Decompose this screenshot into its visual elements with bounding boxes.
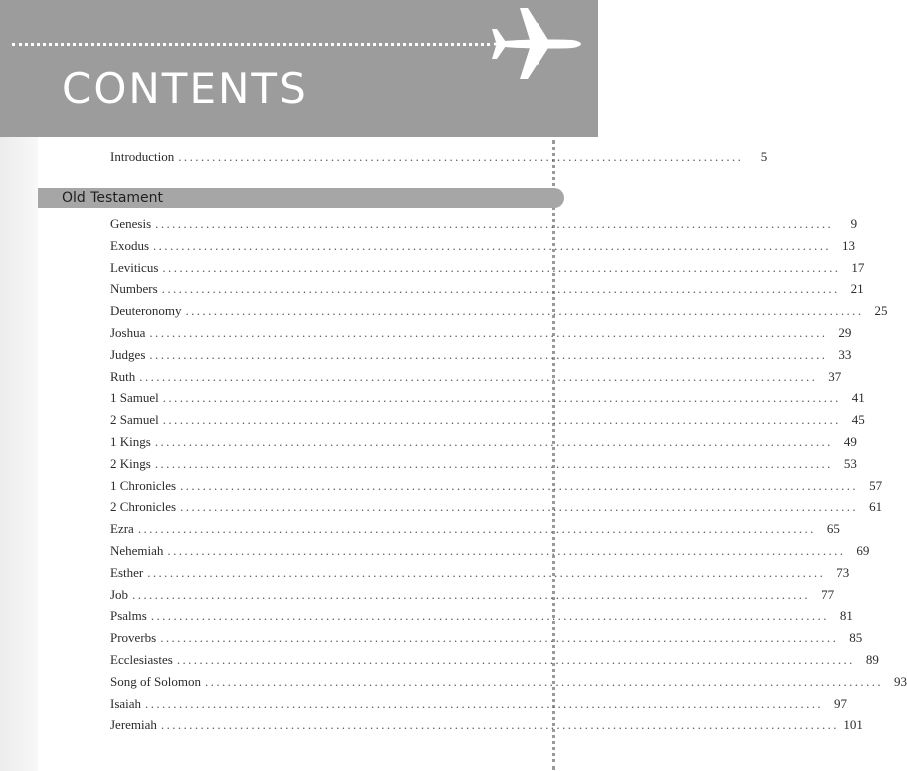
dot-leader: ........................................................................................................................ [137,521,816,537]
toc-entry[interactable] [110,541,870,561]
dot-leader: ........................................................................................................................ [147,564,826,580]
toc-entry[interactable] [110,497,883,517]
dot-leader: ........................................................................................................................ [153,237,831,253]
toc-entry-title: Nehemiah [110,543,164,558]
dot-leader: ........................................................................................................................ [132,586,811,602]
toc-entry-page: 21 [850,281,864,297]
toc-entry[interactable] [110,606,853,626]
dot-leader: ........................................................................................................................ [180,499,859,515]
dot-leader: ........................................................................................................................ [162,259,841,275]
dot-leader: ........................................................................................................................ [139,368,818,384]
dot-leader: ........................................................................................................................ [205,673,884,689]
toc-entry[interactable] [110,454,857,474]
toc-entry-title: Psalms [110,608,147,624]
dot-leader: ........................................................................................................................ [155,216,834,231]
toc-entry-title: Proverbs [110,630,157,646]
toc-entry-page: 61 [869,499,883,515]
toc-entry-title: Joshua [110,325,146,340]
toc-entry-page: 89 [865,652,879,667]
dot-leader: ........................................................................................................................ [162,390,841,406]
toc-entry[interactable] [110,301,888,321]
dot-leader: ........................................................................................................................ [167,543,846,558]
toc-entry-title: 2 Samuel [110,412,159,428]
toc-entry-page: 69 [856,543,870,558]
header-band [0,0,598,137]
toc-entry-title: Isaiah [110,695,142,711]
toc-entry-title: 1 Chronicles [110,477,177,493]
dot-leader: ........................................................................................................................ [160,630,839,646]
header-dotted-line [12,43,490,46]
toc-entry-title: Jeremiah [110,717,157,733]
toc-entry[interactable] [110,715,863,735]
toc-entry-title: Genesis [110,216,152,231]
toc-entry[interactable] [110,214,858,234]
toc-entry[interactable] [110,345,852,365]
toc-entry-title: Esther [110,564,144,580]
toc-entry-page: 17 [851,259,865,275]
toc-entry-title: 2 Chronicles [110,499,177,515]
toc-entry[interactable] [110,650,879,670]
toc-entry[interactable] [110,672,907,692]
toc-entry-page: 5 [760,149,768,164]
toc-entry-title: Ecclesiastes [110,652,173,667]
toc-entry[interactable] [110,519,840,539]
toc-entry-title: Ruth [110,368,136,384]
toc-entry[interactable] [110,585,835,605]
toc-entry-page: 25 [874,303,888,319]
toc-entry-page: 73 [836,564,850,580]
dot-leader: ........................................................................................................................ [149,346,828,362]
toc-entry[interactable] [110,367,842,387]
toc-entry-page: 101 [843,717,863,733]
page-title: CONTENTS [62,64,308,113]
toc-entry-page: 53 [843,455,857,471]
toc-entry-page: 29 [838,325,852,340]
dot-leader: ........................................................................................................................ [150,608,829,624]
toc-entry-title: Exodus [110,237,149,253]
dot-leader: ........................................................................................................................ [154,455,833,471]
toc-entry[interactable] [110,279,864,299]
airplane-icon [492,5,582,81]
dot-leader: ........................................................................................................................ [149,325,828,340]
dot-leader: .................................................................................................... [178,149,744,164]
toc-entry[interactable] [110,628,863,648]
dot-leader: ........................................................................................................................ [180,477,859,493]
dot-leader: ........................................................................................................................ [160,717,839,733]
toc-entry[interactable] [110,258,865,278]
section-header-old-testament [38,188,564,208]
toc-entry-title: 1 Samuel [110,390,159,406]
toc-entry-page: 45 [851,412,865,428]
toc-entry[interactable] [110,410,865,430]
section-label: Old Testament [62,190,164,206]
toc-entry-title: Job [110,586,129,602]
toc-entry-page: 77 [821,586,835,602]
dot-leader: ........................................................................................................................ [154,434,833,449]
toc-entry[interactable] [110,563,850,583]
toc-entry-title: Leviticus [110,259,159,275]
toc-entry-page: 57 [869,477,883,493]
toc-entry[interactable] [110,236,855,256]
toc-entry-title: Deuteronomy [110,303,182,319]
toc-entry-page: 13 [842,237,855,253]
toc-entry[interactable] [110,476,883,496]
toc-entry-page: 49 [843,434,857,449]
toc-entry-page: 65 [826,521,840,537]
toc-entry-page: 41 [851,390,865,406]
toc-entry-title: Judges [110,346,146,362]
toc-entry-page: 85 [849,630,863,646]
toc-entry-page: 9 [850,216,858,231]
toc-entry-title: Song of Solomon [110,673,202,689]
toc-entry-page: 93 [894,673,907,689]
dot-leader: ........................................................................................................................ [162,412,841,428]
toc-entry-page: 37 [828,368,842,384]
dot-leader: ........................................................................................................................ [176,652,855,667]
dot-leader: ........................................................................................................................ [161,281,840,297]
toc-entry-page: 97 [834,695,848,711]
toc-entry[interactable] [110,432,857,452]
dot-leader: ........................................................................................................................ [185,303,864,319]
toc-entry-title: 2 Kings [110,455,151,471]
toc-entry-title: Introduction [110,149,175,164]
toc-entry-page: 33 [838,346,852,362]
toc-entry[interactable] [110,323,852,343]
toc-entry-page: 81 [839,608,853,624]
toc-entry[interactable] [110,388,865,408]
toc-entry[interactable] [110,694,848,714]
toc-entry-title: 1 Kings [110,434,151,449]
toc-entry-introduction[interactable] [110,147,768,167]
toc-entry-title: Numbers [110,281,158,297]
toc-entry-title: Ezra [110,521,134,537]
dot-leader: ........................................................................................................................ [145,695,824,711]
